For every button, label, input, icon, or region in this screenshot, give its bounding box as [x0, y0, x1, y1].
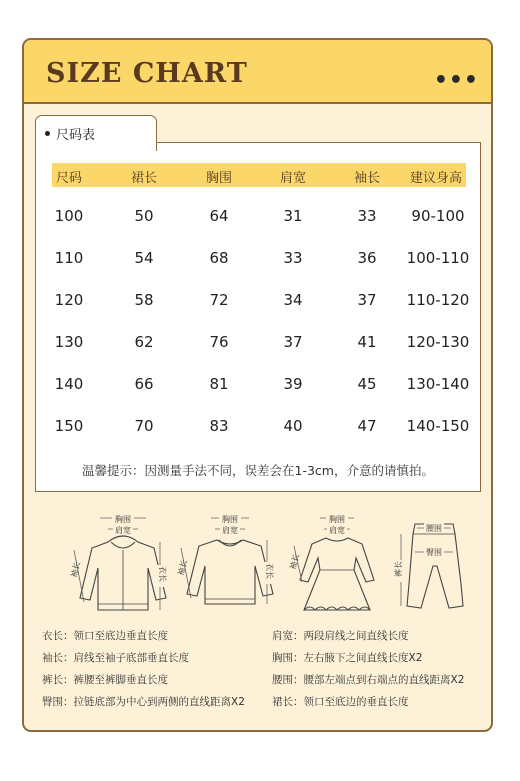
- table-cell: 110-120: [406, 291, 470, 309]
- table-cell: 110: [54, 249, 84, 267]
- table-cell: 62: [134, 333, 154, 351]
- table-cell: 40: [283, 417, 303, 435]
- table-cell: 36: [357, 249, 377, 267]
- table-cell: 120-130: [406, 333, 470, 351]
- table-cell: 39: [283, 375, 303, 393]
- more-icon: •••: [433, 68, 479, 93]
- table-cell: 58: [134, 291, 154, 309]
- definition-item: 腰围：腰部左端点到右端点的直线距离X2: [272, 674, 465, 686]
- table-cell: 120: [54, 291, 84, 309]
- table-cell: 64: [209, 207, 229, 225]
- chest-label: 胸围: [222, 515, 238, 524]
- table-cell: 100-110: [406, 249, 470, 267]
- shoulder-label: 肩宽: [115, 526, 131, 535]
- table-cell: 33: [357, 207, 377, 225]
- definition-item: 胸围：左右腋下之间直线长度X2: [272, 652, 423, 664]
- table-cell: 130-140: [406, 375, 470, 393]
- pants-diagram: [389, 510, 479, 620]
- tab-size-table: [35, 115, 157, 151]
- page-title: SIZE CHART: [46, 58, 248, 89]
- dress-diagram: [282, 510, 392, 620]
- size-chart-card: [22, 38, 493, 732]
- size-table: [35, 142, 481, 492]
- table-cell: 47: [357, 417, 377, 435]
- definition-item: 肩宽：两段肩线之间直线长度: [272, 630, 409, 642]
- table-cell: 33: [283, 249, 303, 267]
- table-cell: 45: [357, 375, 377, 393]
- table-cell: 150: [54, 417, 84, 435]
- column-header: 裙长: [130, 171, 158, 186]
- table-cell: 54: [134, 249, 154, 267]
- definition-item: 裤长：裤腰至裤脚垂直长度: [42, 674, 168, 686]
- table-cell: 37: [357, 291, 377, 309]
- sleeve-label: 袖长: [288, 552, 302, 571]
- measurement-diagrams: [24, 510, 491, 625]
- length-label: 衣长: [265, 563, 274, 579]
- chest-label: 胸围: [329, 515, 345, 524]
- table-cell: 37: [283, 333, 303, 351]
- column-header: 建议身高: [409, 171, 463, 186]
- definition-item: 裙长：领口至底边的垂直长度: [272, 696, 409, 708]
- table-cell: 72: [209, 291, 229, 309]
- column-header: 袖长: [353, 171, 381, 186]
- table-cell: 130: [54, 333, 84, 351]
- column-header: 胸围: [205, 171, 233, 186]
- hoodie-diagram: [68, 510, 178, 620]
- table-cell: 100: [54, 207, 84, 225]
- table-cell: 68: [209, 249, 229, 267]
- table-cell: 66: [134, 375, 154, 393]
- definition-item: 袖长：肩线至袖子底部垂直长度: [42, 652, 189, 664]
- header-banner: [24, 40, 491, 104]
- table-cell: 41: [357, 333, 377, 351]
- table-cell: 76: [209, 333, 229, 351]
- pants-length-label: 裤长: [394, 561, 403, 577]
- tab-label: 尺码表: [56, 128, 96, 143]
- shoulder-label: 肩宽: [222, 526, 238, 535]
- bullet-icon: [45, 131, 50, 136]
- table-header-row: [52, 163, 466, 187]
- sweatshirt-diagram: [175, 510, 285, 620]
- sleeve-label: 袖长: [176, 558, 190, 577]
- table-cell: 140-150: [406, 417, 470, 435]
- measurement-note: 温馨提示：因测量手法不同，误差会在1-3cm，介意的请慎拍。: [82, 463, 434, 478]
- table-cell: 90-100: [411, 207, 465, 225]
- column-header: 尺码: [55, 171, 83, 186]
- column-header: 肩宽: [279, 171, 307, 186]
- table-cell: 31: [283, 207, 303, 225]
- shoulder-label: 肩宽: [329, 526, 345, 535]
- waist-label: 腰围: [426, 524, 442, 533]
- hip-label: 臀围: [426, 548, 442, 557]
- table-cell: 140: [54, 375, 84, 393]
- sleeve-label: 袖长: [69, 560, 83, 579]
- chest-label: 胸围: [115, 515, 131, 524]
- length-label: 衣长: [158, 566, 167, 582]
- definition-item: 臀围：拉链底部为中心到两侧的直线距离X2: [42, 696, 245, 708]
- definition-item: 衣长：领口至底边垂直长度: [42, 630, 168, 642]
- table-cell: 81: [209, 375, 229, 393]
- table-cell: 70: [134, 417, 154, 435]
- table-cell: 34: [283, 291, 303, 309]
- table-cell: 83: [209, 417, 229, 435]
- table-cell: 50: [134, 207, 154, 225]
